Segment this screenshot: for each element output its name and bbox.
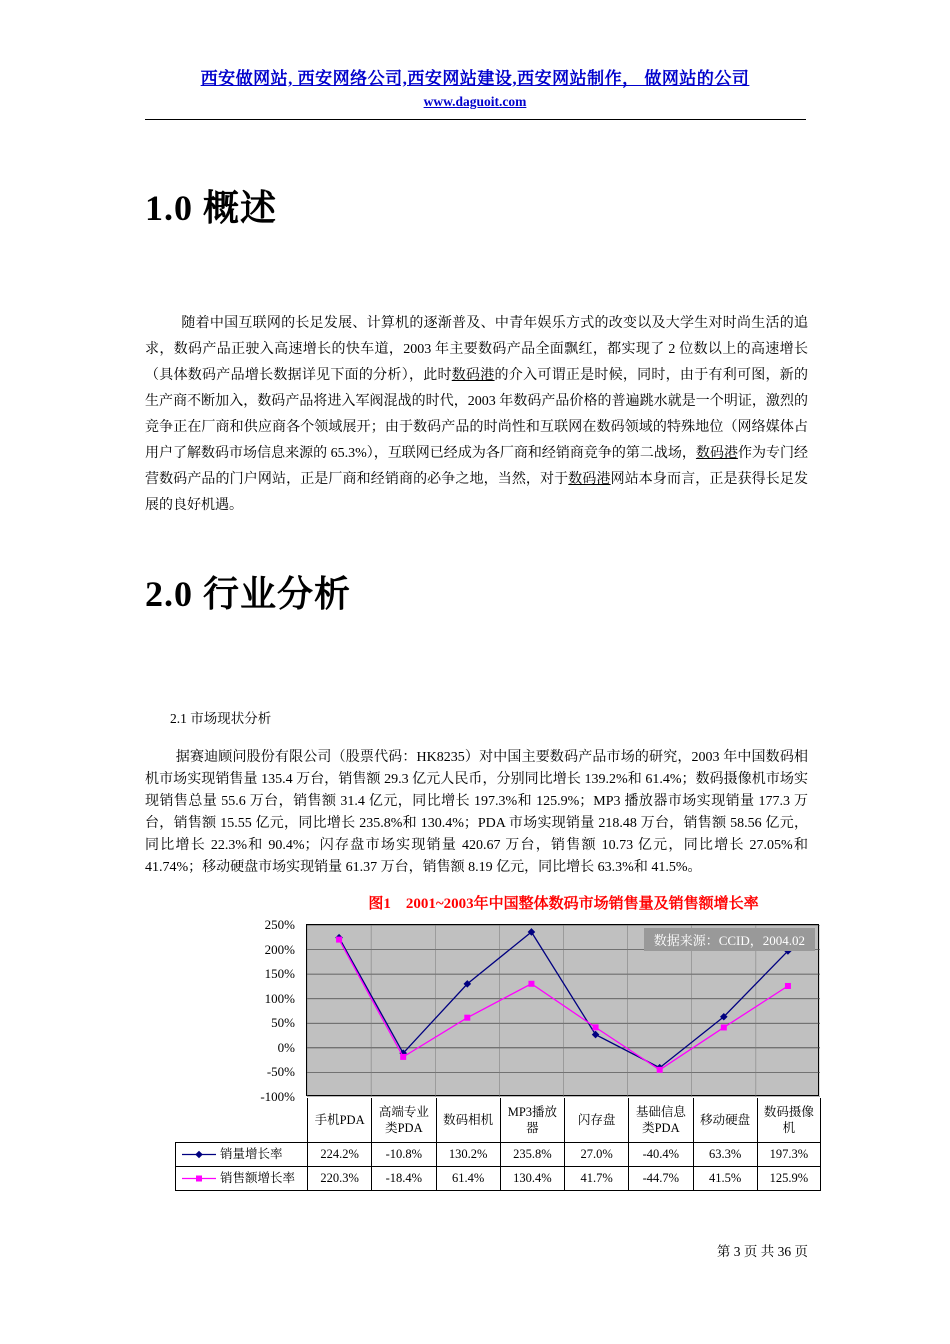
legend-cell: [175, 1143, 307, 1167]
category-header-cell: 数码相机: [436, 1098, 500, 1143]
chart-plot-area: [306, 924, 819, 1096]
paragraph-text: 的介入可谓正是时候，同时，由于有利可图，新的生产商不断加入，数码产品将进入军阀混战的时代，2003 年数码产品价格的普遍跳水就是一个明证，激烈的竞争正在厂商和供应商各个领域展开；由于数码产品的时尚性和互联网在数码领域的特殊地位（网络媒体占用户了解数码市场信息来源的 65.3%），互联网已经成为各厂商和经销商竞争的第二战场，: [145, 368, 809, 461]
category-header-cell: MP3播放器: [500, 1098, 564, 1143]
value-cell: 220.3%: [307, 1167, 371, 1191]
y-axis-tick-label: 0%: [277, 1039, 295, 1055]
page-number: 第 3 页 共 36 页: [716, 1244, 808, 1259]
series-name: 销售额增长率: [220, 1171, 296, 1186]
y-axis-tick-label: 100%: [264, 990, 295, 1006]
value-cell: 130.4%: [500, 1167, 564, 1191]
value-cell: 41.7%: [564, 1167, 628, 1191]
category-header-cell: 移动硬盘: [693, 1098, 757, 1143]
value-cell: 63.3%: [693, 1143, 757, 1167]
chart-source-note: 数据来源：CCID，2004.02: [644, 928, 815, 951]
value-cell: 125.9%: [757, 1167, 821, 1191]
y-axis-tick-label: 250%: [264, 917, 295, 932]
header-links[interactable]: 西安做网站, 西安网络公司,西安网站建设,西安网站制作， 做网站的公司: [200, 69, 750, 88]
section-heading-industry-analysis: 2.0 行业分析: [145, 574, 352, 614]
value-cell: 130.2%: [436, 1143, 500, 1167]
category-header-cell: 基础信息类PDA: [628, 1098, 692, 1143]
paragraph-text: 作为专门经营数码产品的门户网站，正是厂商和经销商的必争之地，当然，对于: [145, 446, 809, 487]
paragraph-market-analysis: 据赛迪顾问股份有限公司（股票代码：HK8235）对中国主要数码产品市场的研究，2003 年中国数码相机市场实现销售量 135.4 万台，销售额 29.3 亿元人民币，分别同比增长 139.2%和 61.4%；数码摄像机市场实现销售总量 55.6 万台，销售额 31.4 亿元，同比增长 197.3%和 125.9%；MP3 播放器市场实现销量 177.3 万台，销售额 15.55 亿元，同比增长 235.8%和 130.4%；PDA 市场实现销量 218.48 万台，销售额 58.56 亿元，同比增长 22.3%和 90.4%；闪存盘市场实现销量 420.67 万台，销售额 10.73 亿元，同比增长 27.05%和 41.74%；移动硬盘市场实现销量 61.37 万台，销售额 8.19 亿元，同比增长 63.3%和 41.5%。: [145, 750, 808, 875]
value-cell: 235.8%: [500, 1143, 564, 1167]
y-axis-tick-label: -100%: [260, 1089, 295, 1104]
square-marker: [400, 1054, 406, 1060]
paragraph-text: 网站本身而言，正是获得长足发展的良好机遇。: [145, 472, 809, 513]
category-header-cell: 闪存盘: [564, 1098, 628, 1143]
table-corner-cell: [175, 1098, 307, 1143]
value-cell: 41.5%: [693, 1167, 757, 1191]
square-marker: [721, 1024, 727, 1030]
y-axis-labels: [176, 917, 300, 1104]
header-url-link[interactable]: www.daguoit.com: [423, 94, 527, 109]
y-axis-tick-label: -50%: [266, 1064, 295, 1080]
value-cell: -40.4%: [628, 1143, 692, 1167]
chart-title: 图1 2001~2003年中国整体数码市场销售量及销售额增长率: [368, 896, 759, 912]
square-marker: [593, 1024, 599, 1030]
value-cell: -44.7%: [628, 1167, 692, 1191]
value-cell: 197.3%: [757, 1143, 821, 1167]
header-divider: [145, 119, 806, 120]
square-marker: [464, 1015, 470, 1021]
square-legend-key-icon: [182, 1173, 216, 1184]
square-marker: [336, 937, 342, 943]
square-marker-legend: [196, 1176, 202, 1182]
y-axis-tick-label: 50%: [271, 1015, 295, 1031]
chart-data-table: [175, 1098, 821, 1191]
value-cell: 224.2%: [307, 1143, 371, 1167]
underlined-term: 数码港: [695, 446, 738, 461]
y-axis-tick-label: 150%: [264, 966, 295, 982]
square-marker: [528, 981, 534, 987]
diamond-marker-legend: [195, 1151, 203, 1159]
category-header-cell: 数码摄像机: [757, 1098, 821, 1143]
subsection-heading-market-status: 2.1 市场现状分析: [170, 711, 272, 726]
series-name: 销量增长率: [220, 1147, 283, 1162]
value-cell: -10.8%: [371, 1143, 435, 1167]
value-cell: -18.4%: [371, 1167, 435, 1191]
category-header-cell: 手机PDA: [307, 1098, 371, 1143]
legend-cell: [175, 1167, 307, 1191]
square-marker: [657, 1067, 663, 1073]
paragraph-text: 随着中国互联网的长足发展、计算机的逐渐普及、中青年娱乐方式的改变以及大学生对时尚生活的追求，数码产品正驶入高速增长的快车道，2003 年主要数码产品全面飘红，都实现了 2 位数以上的高速增长（具体数码产品增长数据详见下面的分析），此时: [145, 316, 808, 383]
diamond-legend-key-icon: [182, 1149, 216, 1160]
paragraph-overview: [145, 311, 808, 519]
underlined-term: 数码港: [451, 368, 495, 383]
category-header-cell: 高端专业类PDA: [371, 1098, 435, 1143]
y-axis-tick-label: 200%: [264, 941, 295, 957]
page-header: [0, 64, 950, 111]
diamond-marker: [592, 1031, 600, 1039]
underlined-term: 数码港: [568, 472, 611, 487]
value-cell: 61.4%: [436, 1167, 500, 1191]
section-heading-overview: 1.0 概述: [145, 188, 278, 228]
square-marker: [785, 983, 791, 989]
value-cell: 27.0%: [564, 1143, 628, 1167]
